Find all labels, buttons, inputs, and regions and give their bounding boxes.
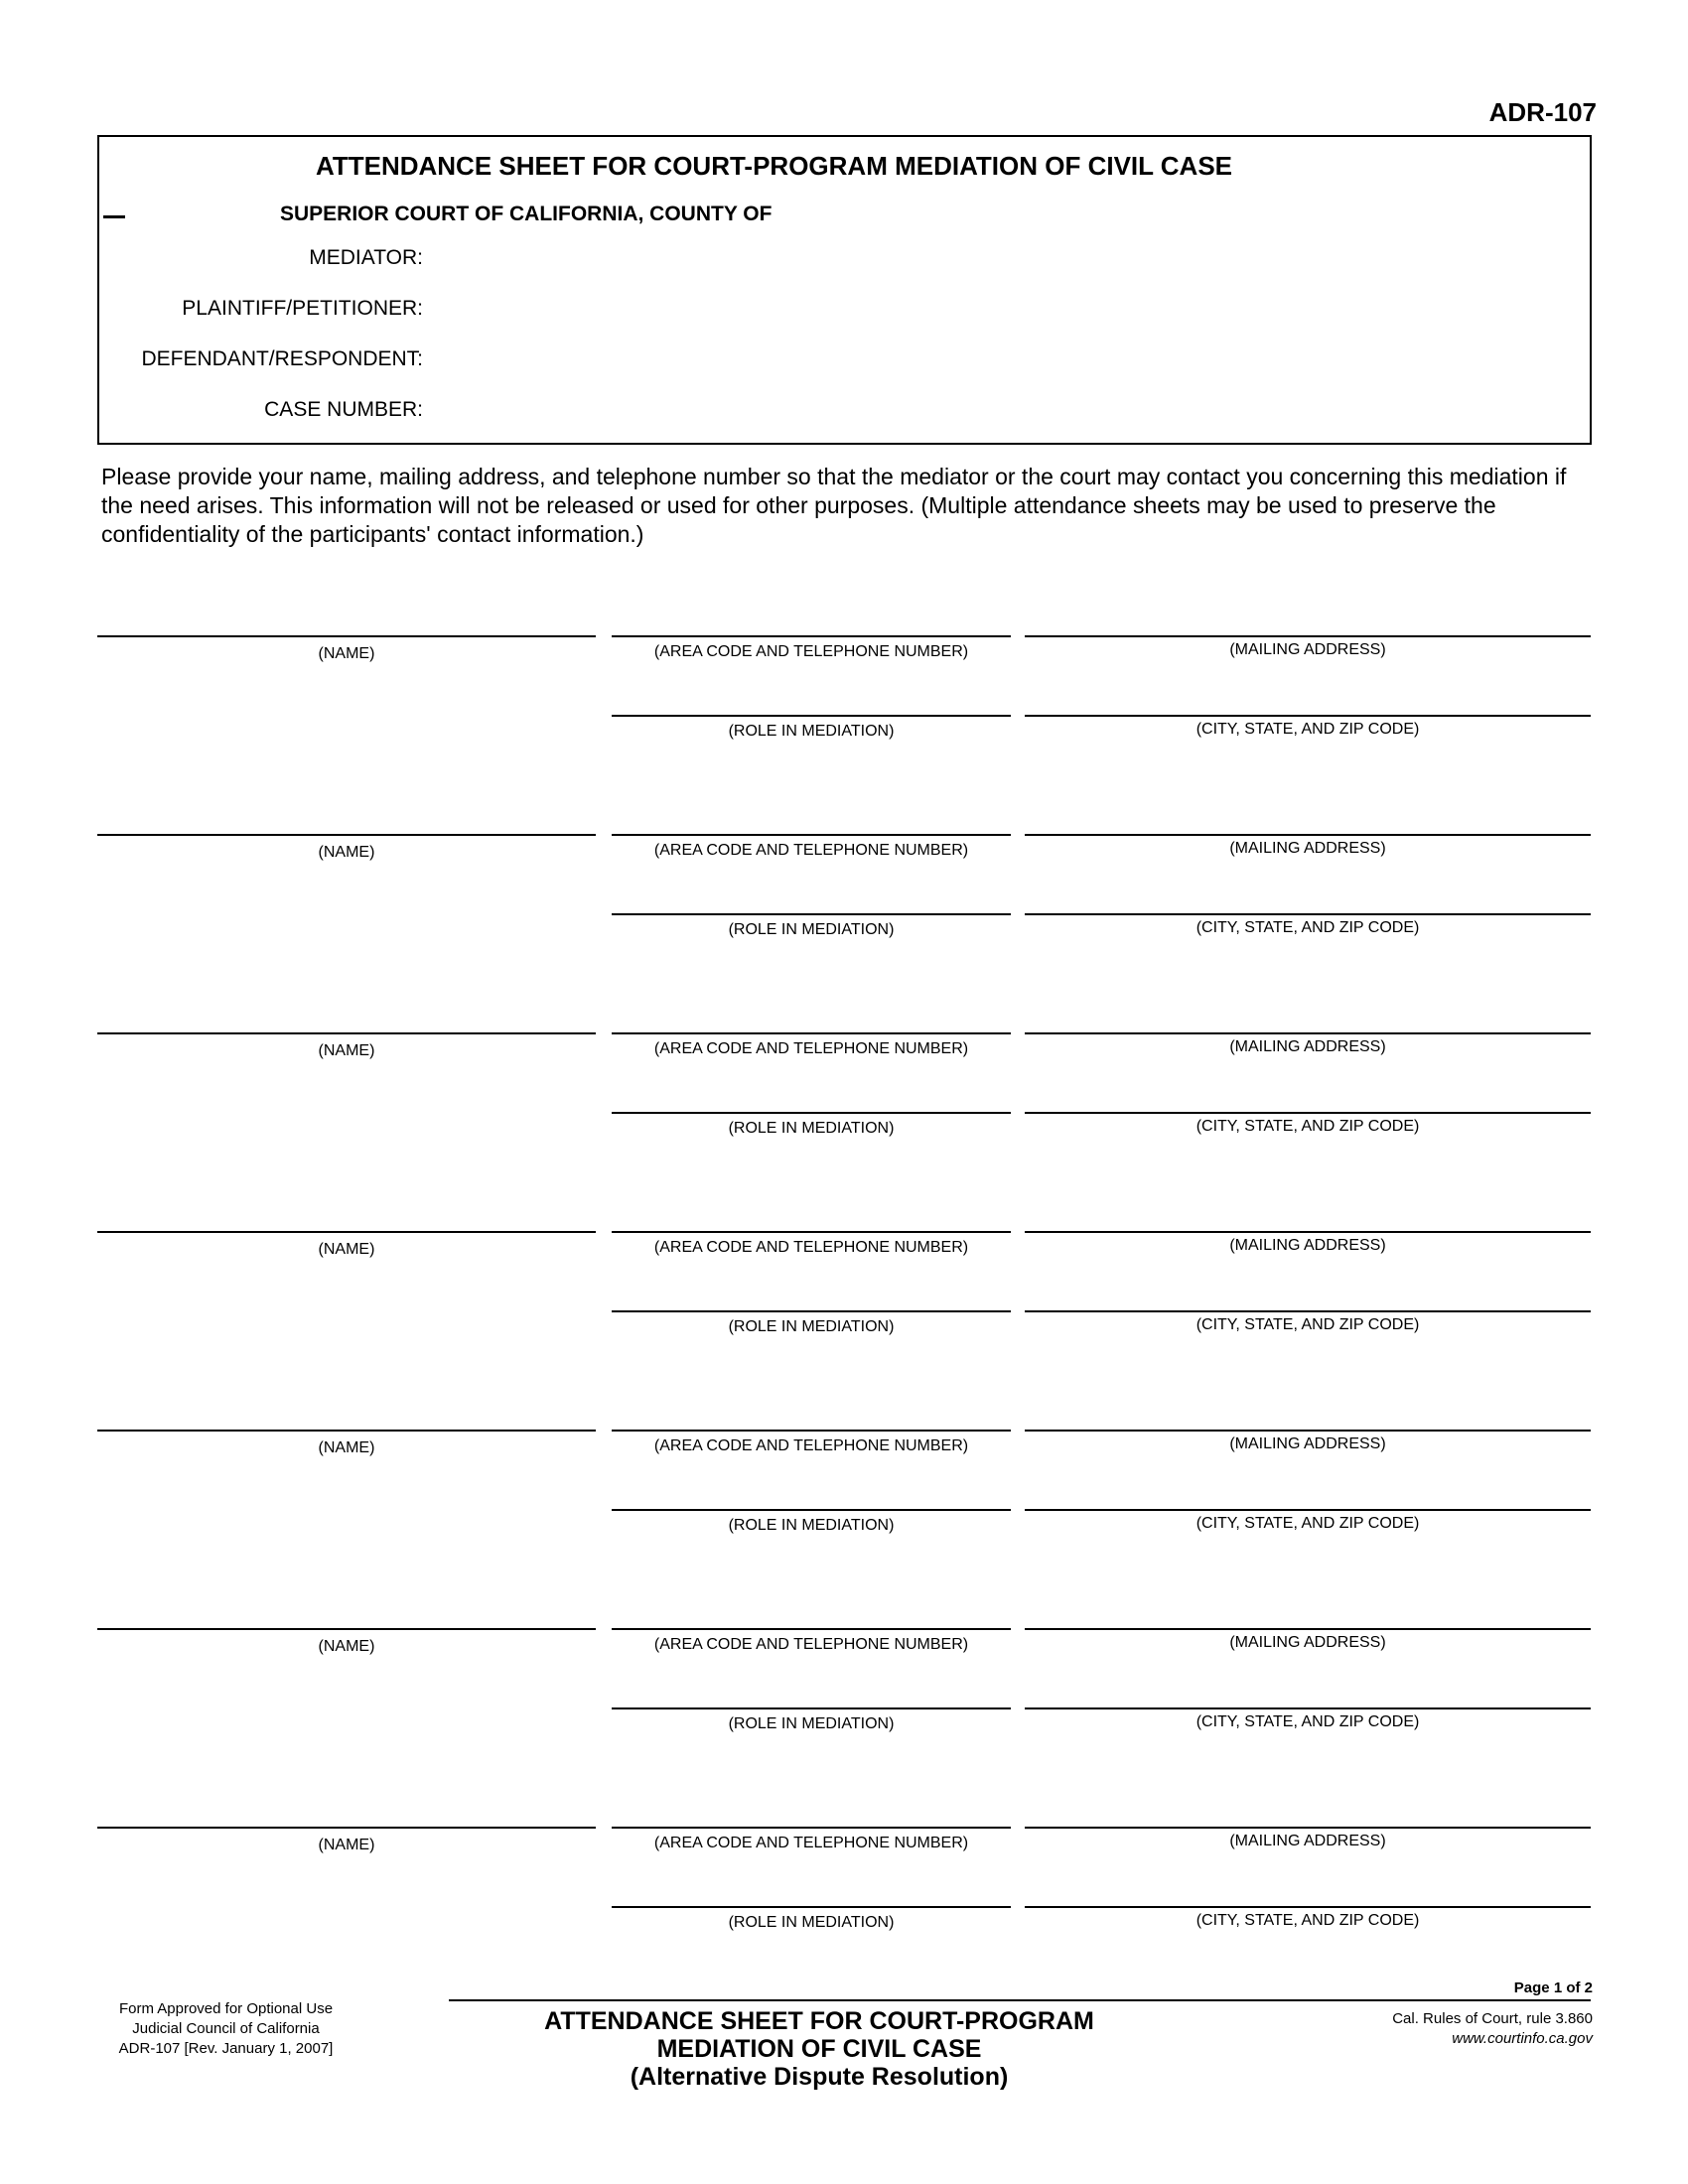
name-caption: (NAME) (318, 1241, 375, 1258)
city-field-line[interactable] (1025, 1509, 1591, 1511)
mailing-field-line[interactable] (1025, 1628, 1591, 1630)
city-caption: (CITY, STATE, AND ZIP CODE) (1196, 1515, 1420, 1532)
city-field-line[interactable] (1025, 715, 1591, 717)
attendance-entry (0, 631, 1688, 820)
mailing-field-line[interactable] (1025, 635, 1591, 637)
city-caption: (CITY, STATE, AND ZIP CODE) (1196, 1912, 1420, 1929)
mailing-caption: (MAILING ADDRESS) (1229, 1435, 1386, 1452)
mailing-field-line[interactable] (1025, 1827, 1591, 1829)
rule-reference: Cal. Rules of Court, rule 3.860 (1392, 2010, 1593, 2027)
name-field-line[interactable] (97, 1032, 596, 1034)
name-caption: (NAME) (318, 1837, 375, 1853)
phone-caption: (AREA CODE AND TELEPHONE NUMBER) (653, 1835, 969, 1851)
footer-title-line: ATTENDANCE SHEET FOR COURT-PROGRAM (544, 2007, 1094, 2035)
form-approval (99, 1999, 352, 2059)
phone-field-line[interactable] (612, 1430, 1011, 1432)
website-link[interactable]: www.courtinfo.ca.gov (1452, 2030, 1593, 2047)
phone-field-line[interactable] (612, 1827, 1011, 1829)
mailing-caption: (MAILING ADDRESS) (1229, 1833, 1386, 1849)
phone-caption: (AREA CODE AND TELEPHONE NUMBER) (653, 842, 969, 859)
footer-title (447, 2007, 1192, 2091)
name-field-line[interactable] (97, 1430, 596, 1432)
page-number: Page 1 of 2 (1513, 1979, 1593, 1996)
mailing-field-line[interactable] (1025, 1430, 1591, 1432)
role-field-line[interactable] (612, 1707, 1011, 1709)
city-field-line[interactable] (1025, 1906, 1591, 1908)
mailing-caption: (MAILING ADDRESS) (1229, 1634, 1386, 1651)
attendance-entry (0, 1426, 1688, 1614)
phone-caption: (AREA CODE AND TELEPHONE NUMBER) (653, 1040, 969, 1057)
footer-references (1392, 2009, 1593, 2049)
mailing-caption: (MAILING ADDRESS) (1229, 641, 1386, 658)
name-field-line[interactable] (97, 635, 596, 637)
approval-line: ADR-107 [Rev. January 1, 2007] (118, 2040, 334, 2057)
attendance-entry (0, 1227, 1688, 1416)
city-field-line[interactable] (1025, 1707, 1591, 1709)
city-field-line[interactable] (1025, 1310, 1591, 1312)
dash-mark (103, 215, 125, 218)
court-name-label[interactable]: SUPERIOR COURT OF CALIFORNIA, COUNTY OF (280, 203, 773, 225)
role-field-line[interactable] (612, 1310, 1011, 1312)
name-caption: (NAME) (318, 1439, 375, 1456)
role-field-line[interactable] (612, 1509, 1011, 1511)
role-field-line[interactable] (612, 715, 1011, 717)
role-caption: (ROLE IN MEDIATION) (728, 1914, 895, 1931)
name-field-line[interactable] (97, 1628, 596, 1630)
phone-field-line[interactable] (612, 834, 1011, 836)
mediator-label[interactable]: MEDIATOR: (309, 246, 423, 269)
role-field-line[interactable] (612, 1906, 1011, 1908)
city-caption: (CITY, STATE, AND ZIP CODE) (1196, 919, 1420, 936)
name-field-line[interactable] (97, 1231, 596, 1233)
role-caption: (ROLE IN MEDIATION) (728, 1517, 895, 1534)
role-caption: (ROLE IN MEDIATION) (728, 921, 895, 938)
phone-field-line[interactable] (612, 1032, 1011, 1034)
case-number-label[interactable]: CASE NUMBER: (264, 398, 423, 421)
role-field-line[interactable] (612, 913, 1011, 915)
approval-line: Form Approved for Optional Use (118, 2000, 334, 2017)
mailing-field-line[interactable] (1025, 1032, 1591, 1034)
footer-title-line: (Alternative Dispute Resolution) (630, 2063, 1009, 2091)
phone-field-line[interactable] (612, 1628, 1011, 1630)
name-caption: (NAME) (318, 1638, 375, 1655)
name-caption: (NAME) (318, 844, 375, 861)
attendance-entry (0, 1823, 1688, 2011)
mailing-caption: (MAILING ADDRESS) (1229, 840, 1386, 857)
role-caption: (ROLE IN MEDIATION) (728, 723, 895, 740)
phone-caption: (AREA CODE AND TELEPHONE NUMBER) (653, 1239, 969, 1256)
phone-caption: (AREA CODE AND TELEPHONE NUMBER) (653, 643, 969, 660)
phone-caption: (AREA CODE AND TELEPHONE NUMBER) (653, 1437, 969, 1454)
attendance-entry (0, 1028, 1688, 1217)
phone-field-line[interactable] (612, 1231, 1011, 1233)
name-caption: (NAME) (318, 1042, 375, 1059)
footer-rule (449, 1999, 1591, 2001)
role-field-line[interactable] (612, 1112, 1011, 1114)
city-caption: (CITY, STATE, AND ZIP CODE) (1196, 721, 1420, 738)
phone-caption: (AREA CODE AND TELEPHONE NUMBER) (653, 1636, 969, 1653)
phone-field-line[interactable] (612, 635, 1011, 637)
city-field-line[interactable] (1025, 913, 1591, 915)
city-caption: (CITY, STATE, AND ZIP CODE) (1196, 1316, 1420, 1333)
approval-line: Judicial Council of California (132, 2020, 320, 2037)
mailing-caption: (MAILING ADDRESS) (1229, 1038, 1386, 1055)
mailing-caption: (MAILING ADDRESS) (1229, 1237, 1386, 1254)
city-field-line[interactable] (1025, 1112, 1591, 1114)
role-caption: (ROLE IN MEDIATION) (728, 1318, 895, 1335)
form-title: ATTENDANCE SHEET FOR COURT-PROGRAM MEDIATION OF CIVIL CASE (316, 151, 1233, 181)
footer-title-line: MEDIATION OF CIVIL CASE (656, 2035, 982, 2063)
defendant-label[interactable]: DEFENDANT/RESPONDENT: (141, 347, 423, 370)
case-header-box (97, 135, 1592, 445)
attendance-entry (0, 830, 1688, 1019)
city-caption: (CITY, STATE, AND ZIP CODE) (1196, 1713, 1420, 1730)
name-field-line[interactable] (97, 1827, 596, 1829)
name-caption: (NAME) (318, 645, 375, 662)
form-id: ADR-107 (1488, 97, 1597, 127)
role-caption: (ROLE IN MEDIATION) (728, 1120, 895, 1137)
name-field-line[interactable] (97, 834, 596, 836)
mailing-field-line[interactable] (1025, 834, 1591, 836)
role-caption: (ROLE IN MEDIATION) (728, 1715, 895, 1732)
mailing-field-line[interactable] (1025, 1231, 1591, 1233)
instructions-paragraph: Please provide your name, mailing address, and telephone number so that the mediator or the court may contact you concerning this mediation if the need arises. This information will not be released or used for other purposes. (Multiple attendance sheets may be used to preserve the confidentiality of the participants' contact information.) (101, 464, 1567, 547)
plaintiff-label[interactable]: PLAINTIFF/PETITIONER: (182, 297, 423, 320)
attendance-entry (0, 1624, 1688, 1813)
city-caption: (CITY, STATE, AND ZIP CODE) (1196, 1118, 1420, 1135)
